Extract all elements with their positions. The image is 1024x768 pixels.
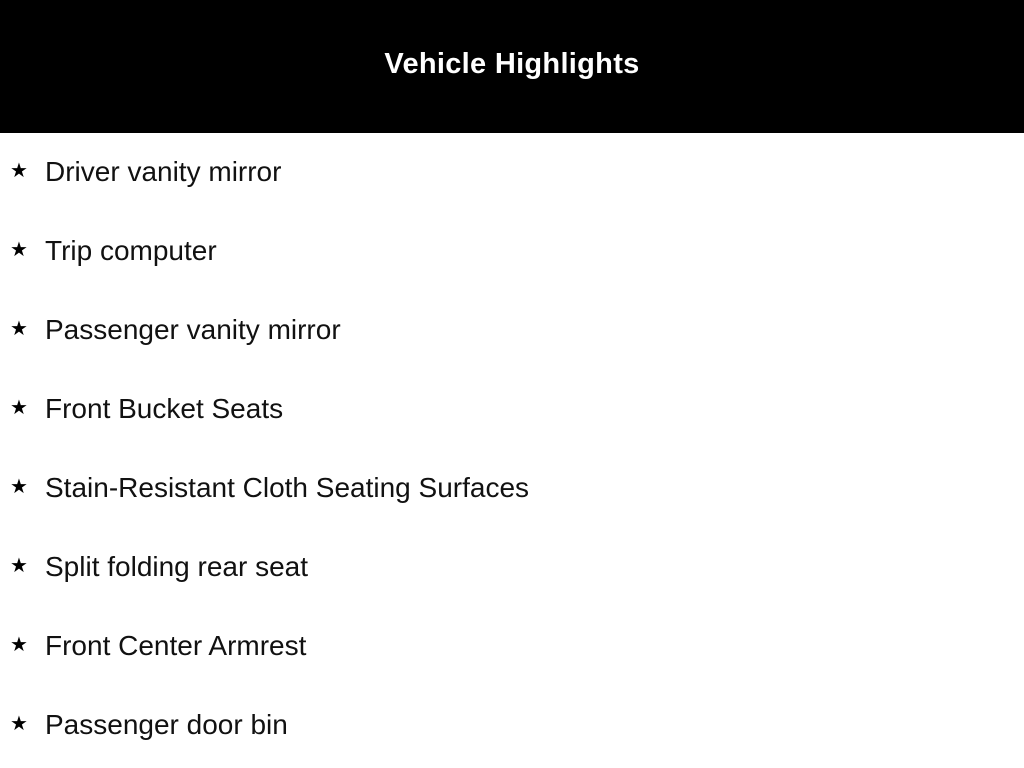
- star-icon: ★: [10, 632, 28, 656]
- highlight-label: Driver vanity mirror: [45, 156, 282, 187]
- highlight-label: Front Center Armrest: [45, 630, 307, 661]
- highlights-list: [0, 133, 1024, 768]
- star-icon: ★: [10, 711, 28, 735]
- list-item: [0, 231, 217, 271]
- highlight-label: Passenger door bin: [45, 709, 288, 740]
- star-icon: ★: [10, 553, 28, 577]
- list-item: [0, 310, 341, 350]
- highlight-label: Passenger vanity mirror: [45, 314, 341, 345]
- list-item: [0, 547, 308, 587]
- star-icon: ★: [10, 316, 28, 340]
- list-item: [0, 152, 281, 192]
- list-item: [0, 389, 283, 429]
- page-title: Vehicle Highlights: [384, 47, 640, 80]
- star-icon: ★: [10, 395, 28, 419]
- star-icon: ★: [10, 237, 28, 261]
- star-icon: ★: [10, 474, 28, 498]
- header-banner: [0, 0, 1024, 133]
- highlight-label: Trip computer: [45, 235, 217, 266]
- highlight-label: Stain-Resistant Cloth Seating Surfaces: [45, 472, 530, 503]
- highlight-label: Split folding rear seat: [45, 551, 309, 582]
- list-item: [0, 705, 288, 745]
- star-icon: ★: [10, 158, 28, 182]
- highlight-label: Front Bucket Seats: [45, 393, 284, 424]
- list-item: [0, 626, 306, 666]
- list-item: [0, 468, 529, 508]
